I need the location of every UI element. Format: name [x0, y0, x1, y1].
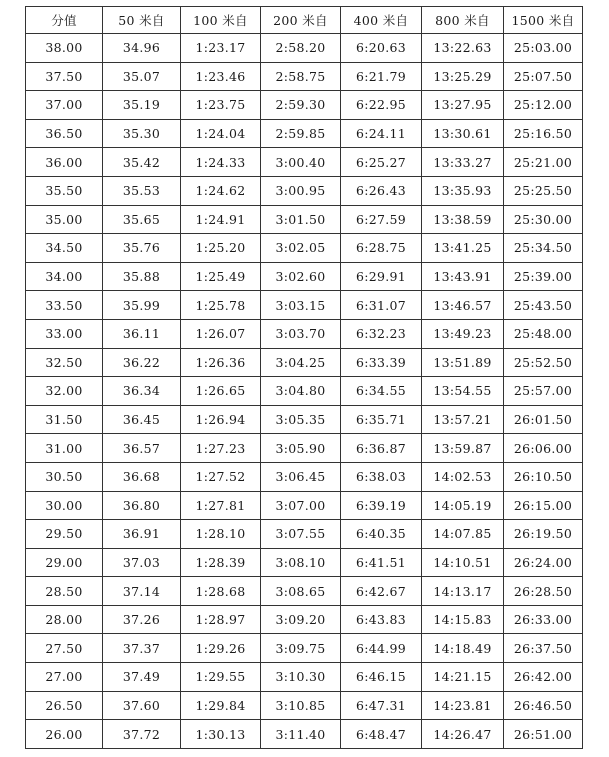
cell-400m: 6:42.67 — [341, 577, 422, 606]
cell-50m: 35.76 — [103, 234, 181, 263]
cell-100m: 1:30.13 — [181, 720, 261, 749]
cell-score: 30.00 — [26, 491, 103, 520]
cell-400m: 6:46.15 — [341, 663, 422, 692]
cell-400m: 6:34.55 — [341, 377, 422, 406]
cell-score: 28.00 — [26, 605, 103, 634]
cell-score: 37.50 — [26, 62, 103, 91]
table-row — [26, 634, 583, 663]
cell-800m: 13:33.27 — [422, 148, 504, 177]
cell-50m: 35.53 — [103, 176, 181, 205]
cell-1500m: 25:30.00 — [504, 205, 583, 234]
cell-200m: 3:07.00 — [261, 491, 341, 520]
cell-50m: 36.34 — [103, 377, 181, 406]
scoring-table-page — [25, 6, 582, 749]
cell-50m: 37.14 — [103, 577, 181, 606]
cell-100m: 1:29.84 — [181, 691, 261, 720]
cell-400m: 6:43.83 — [341, 605, 422, 634]
cell-100m: 1:23.46 — [181, 62, 261, 91]
cell-100m: 1:24.91 — [181, 205, 261, 234]
cell-50m: 36.11 — [103, 319, 181, 348]
table-row — [26, 62, 583, 91]
cell-50m: 35.65 — [103, 205, 181, 234]
cell-800m: 14:18.49 — [422, 634, 504, 663]
table-row — [26, 720, 583, 749]
cell-score: 36.00 — [26, 148, 103, 177]
cell-score: 31.50 — [26, 405, 103, 434]
cell-100m: 1:28.39 — [181, 548, 261, 577]
cell-200m: 3:01.50 — [261, 205, 341, 234]
table-body — [26, 34, 583, 749]
cell-1500m: 26:33.00 — [504, 605, 583, 634]
cell-200m: 3:05.90 — [261, 434, 341, 463]
cell-800m: 14:02.53 — [422, 462, 504, 491]
table-row — [26, 405, 583, 434]
cell-100m: 1:28.97 — [181, 605, 261, 634]
cell-1500m: 25:48.00 — [504, 319, 583, 348]
cell-score: 29.00 — [26, 548, 103, 577]
table-row — [26, 262, 583, 291]
cell-200m: 3:03.15 — [261, 291, 341, 320]
cell-50m: 37.60 — [103, 691, 181, 720]
cell-1500m: 26:24.00 — [504, 548, 583, 577]
cell-100m: 1:28.10 — [181, 520, 261, 549]
cell-score: 26.50 — [26, 691, 103, 720]
header-1500m-freestyle: 1500 米自 — [504, 7, 583, 34]
cell-50m: 37.26 — [103, 605, 181, 634]
cell-200m: 3:05.35 — [261, 405, 341, 434]
cell-50m: 37.49 — [103, 663, 181, 692]
cell-1500m: 25:52.50 — [504, 348, 583, 377]
cell-800m: 13:27.95 — [422, 91, 504, 120]
cell-50m: 35.19 — [103, 91, 181, 120]
table-row — [26, 176, 583, 205]
cell-50m: 36.68 — [103, 462, 181, 491]
cell-100m: 1:28.68 — [181, 577, 261, 606]
cell-score: 33.50 — [26, 291, 103, 320]
cell-1500m: 26:15.00 — [504, 491, 583, 520]
cell-1500m: 26:06.00 — [504, 434, 583, 463]
cell-score: 38.00 — [26, 34, 103, 63]
cell-400m: 6:24.11 — [341, 119, 422, 148]
cell-1500m: 26:46.50 — [504, 691, 583, 720]
table-row — [26, 605, 583, 634]
cell-100m: 1:23.75 — [181, 91, 261, 120]
cell-50m: 36.57 — [103, 434, 181, 463]
cell-200m: 3:04.25 — [261, 348, 341, 377]
header-score: 分值 — [26, 7, 103, 34]
table-row — [26, 91, 583, 120]
cell-score: 35.00 — [26, 205, 103, 234]
cell-400m: 6:47.31 — [341, 691, 422, 720]
cell-800m: 14:23.81 — [422, 691, 504, 720]
header-50m-freestyle: 50 米自 — [103, 7, 181, 34]
cell-score: 32.00 — [26, 377, 103, 406]
table-row — [26, 577, 583, 606]
table-row — [26, 520, 583, 549]
cell-score: 33.00 — [26, 319, 103, 348]
table-row — [26, 119, 583, 148]
cell-400m: 6:39.19 — [341, 491, 422, 520]
cell-400m: 6:36.87 — [341, 434, 422, 463]
cell-50m: 37.37 — [103, 634, 181, 663]
cell-1500m: 26:42.00 — [504, 663, 583, 692]
cell-800m: 14:13.17 — [422, 577, 504, 606]
cell-400m: 6:40.35 — [341, 520, 422, 549]
cell-1500m: 26:10.50 — [504, 462, 583, 491]
cell-400m: 6:41.51 — [341, 548, 422, 577]
cell-200m: 3:09.75 — [261, 634, 341, 663]
table-row — [26, 319, 583, 348]
cell-200m: 3:00.40 — [261, 148, 341, 177]
header-200m-freestyle: 200 米自 — [261, 7, 341, 34]
cell-400m: 6:21.79 — [341, 62, 422, 91]
cell-800m: 13:41.25 — [422, 234, 504, 263]
cell-100m: 1:26.65 — [181, 377, 261, 406]
cell-400m: 6:48.47 — [341, 720, 422, 749]
cell-50m: 35.99 — [103, 291, 181, 320]
cell-800m: 13:54.55 — [422, 377, 504, 406]
cell-100m: 1:29.26 — [181, 634, 261, 663]
cell-1500m: 25:07.50 — [504, 62, 583, 91]
cell-800m: 13:30.61 — [422, 119, 504, 148]
cell-100m: 1:23.17 — [181, 34, 261, 63]
cell-score: 26.00 — [26, 720, 103, 749]
cell-50m: 36.22 — [103, 348, 181, 377]
cell-50m: 37.72 — [103, 720, 181, 749]
cell-400m: 6:32.23 — [341, 319, 422, 348]
header-100m-freestyle: 100 米自 — [181, 7, 261, 34]
cell-score: 34.50 — [26, 234, 103, 263]
cell-400m: 6:29.91 — [341, 262, 422, 291]
cell-100m: 1:25.49 — [181, 262, 261, 291]
cell-800m: 13:25.29 — [422, 62, 504, 91]
cell-200m: 2:58.20 — [261, 34, 341, 63]
cell-400m: 6:33.39 — [341, 348, 422, 377]
cell-200m: 3:08.65 — [261, 577, 341, 606]
cell-400m: 6:27.59 — [341, 205, 422, 234]
table-row — [26, 34, 583, 63]
score-table — [25, 6, 583, 749]
table-row — [26, 462, 583, 491]
cell-100m: 1:26.94 — [181, 405, 261, 434]
cell-1500m: 26:51.00 — [504, 720, 583, 749]
cell-400m: 6:28.75 — [341, 234, 422, 263]
cell-100m: 1:29.55 — [181, 663, 261, 692]
table-row — [26, 148, 583, 177]
cell-800m: 14:21.15 — [422, 663, 504, 692]
cell-50m: 35.42 — [103, 148, 181, 177]
cell-100m: 1:26.07 — [181, 319, 261, 348]
table-header-row — [26, 7, 583, 34]
cell-200m: 3:04.80 — [261, 377, 341, 406]
cell-100m: 1:26.36 — [181, 348, 261, 377]
cell-800m: 14:26.47 — [422, 720, 504, 749]
cell-1500m: 25:25.50 — [504, 176, 583, 205]
cell-400m: 6:35.71 — [341, 405, 422, 434]
cell-1500m: 26:37.50 — [504, 634, 583, 663]
cell-800m: 13:43.91 — [422, 262, 504, 291]
cell-400m: 6:38.03 — [341, 462, 422, 491]
table-row — [26, 548, 583, 577]
cell-50m: 36.91 — [103, 520, 181, 549]
cell-200m: 2:59.30 — [261, 91, 341, 120]
cell-200m: 3:10.85 — [261, 691, 341, 720]
cell-100m: 1:24.04 — [181, 119, 261, 148]
cell-1500m: 25:39.00 — [504, 262, 583, 291]
cell-score: 27.00 — [26, 663, 103, 692]
cell-1500m: 25:21.00 — [504, 148, 583, 177]
cell-50m: 35.30 — [103, 119, 181, 148]
cell-1500m: 26:28.50 — [504, 577, 583, 606]
cell-50m: 35.88 — [103, 262, 181, 291]
cell-score: 34.00 — [26, 262, 103, 291]
table-row — [26, 691, 583, 720]
cell-400m: 6:22.95 — [341, 91, 422, 120]
cell-1500m: 26:19.50 — [504, 520, 583, 549]
cell-100m: 1:27.52 — [181, 462, 261, 491]
table-row — [26, 491, 583, 520]
cell-100m: 1:25.20 — [181, 234, 261, 263]
cell-200m: 3:09.20 — [261, 605, 341, 634]
cell-score: 37.00 — [26, 91, 103, 120]
header-800m-freestyle: 800 米自 — [422, 7, 504, 34]
table-row — [26, 205, 583, 234]
cell-50m: 35.07 — [103, 62, 181, 91]
cell-1500m: 26:01.50 — [504, 405, 583, 434]
cell-800m: 13:38.59 — [422, 205, 504, 234]
cell-200m: 3:08.10 — [261, 548, 341, 577]
cell-800m: 14:15.83 — [422, 605, 504, 634]
cell-200m: 2:59.85 — [261, 119, 341, 148]
cell-score: 36.50 — [26, 119, 103, 148]
cell-100m: 1:27.81 — [181, 491, 261, 520]
cell-400m: 6:26.43 — [341, 176, 422, 205]
cell-1500m: 25:16.50 — [504, 119, 583, 148]
cell-1500m: 25:34.50 — [504, 234, 583, 263]
cell-800m: 13:35.93 — [422, 176, 504, 205]
cell-100m: 1:24.62 — [181, 176, 261, 205]
cell-800m: 14:07.85 — [422, 520, 504, 549]
cell-400m: 6:25.27 — [341, 148, 422, 177]
cell-1500m: 25:12.00 — [504, 91, 583, 120]
cell-100m: 1:25.78 — [181, 291, 261, 320]
cell-1500m: 25:43.50 — [504, 291, 583, 320]
cell-1500m: 25:03.00 — [504, 34, 583, 63]
table-row — [26, 377, 583, 406]
cell-800m: 13:59.87 — [422, 434, 504, 463]
cell-score: 32.50 — [26, 348, 103, 377]
cell-200m: 3:02.60 — [261, 262, 341, 291]
cell-200m: 3:11.40 — [261, 720, 341, 749]
cell-50m: 37.03 — [103, 548, 181, 577]
cell-200m: 2:58.75 — [261, 62, 341, 91]
cell-200m: 3:07.55 — [261, 520, 341, 549]
cell-200m: 3:10.30 — [261, 663, 341, 692]
table-row — [26, 663, 583, 692]
cell-score: 35.50 — [26, 176, 103, 205]
cell-400m: 6:44.99 — [341, 634, 422, 663]
cell-score: 31.00 — [26, 434, 103, 463]
cell-50m: 36.45 — [103, 405, 181, 434]
cell-score: 29.50 — [26, 520, 103, 549]
cell-800m: 14:05.19 — [422, 491, 504, 520]
header-400m-freestyle: 400 米自 — [341, 7, 422, 34]
table-row — [26, 234, 583, 263]
cell-800m: 13:57.21 — [422, 405, 504, 434]
cell-400m: 6:20.63 — [341, 34, 422, 63]
cell-100m: 1:27.23 — [181, 434, 261, 463]
cell-1500m: 25:57.00 — [504, 377, 583, 406]
cell-800m: 13:46.57 — [422, 291, 504, 320]
table-row — [26, 434, 583, 463]
cell-score: 27.50 — [26, 634, 103, 663]
cell-400m: 6:31.07 — [341, 291, 422, 320]
cell-50m: 34.96 — [103, 34, 181, 63]
cell-800m: 13:51.89 — [422, 348, 504, 377]
cell-200m: 3:06.45 — [261, 462, 341, 491]
cell-800m: 14:10.51 — [422, 548, 504, 577]
table-row — [26, 348, 583, 377]
cell-score: 30.50 — [26, 462, 103, 491]
cell-200m: 3:00.95 — [261, 176, 341, 205]
cell-800m: 13:22.63 — [422, 34, 504, 63]
cell-800m: 13:49.23 — [422, 319, 504, 348]
cell-score: 28.50 — [26, 577, 103, 606]
cell-50m: 36.80 — [103, 491, 181, 520]
cell-200m: 3:03.70 — [261, 319, 341, 348]
table-row — [26, 291, 583, 320]
cell-200m: 3:02.05 — [261, 234, 341, 263]
cell-100m: 1:24.33 — [181, 148, 261, 177]
